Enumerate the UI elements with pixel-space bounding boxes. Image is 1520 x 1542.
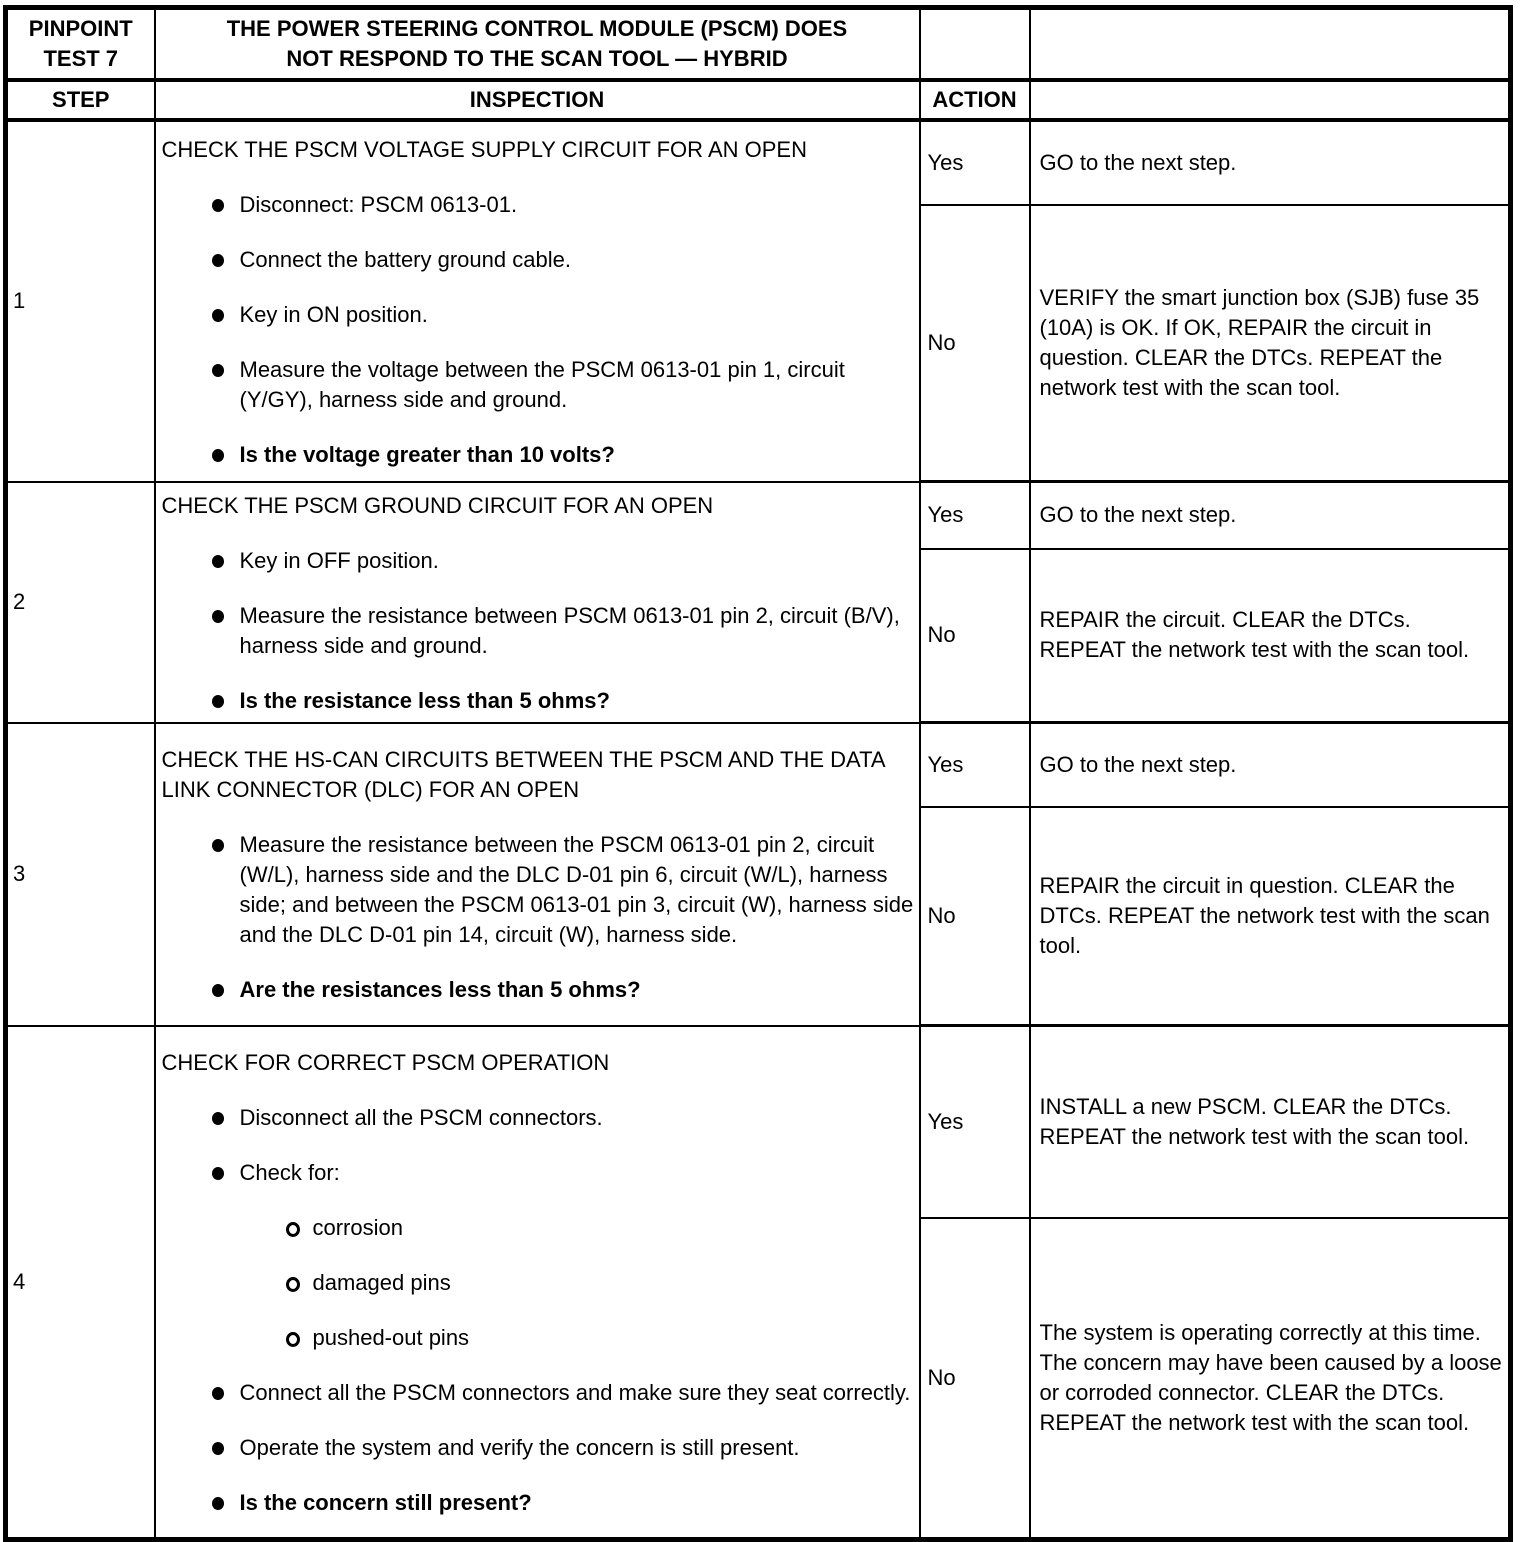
inspection-item bbox=[162, 355, 915, 415]
filled-bullet-icon bbox=[212, 1497, 224, 1510]
empty-header-cell bbox=[1030, 80, 1511, 120]
inspection-item-text: pushed-out pins bbox=[312, 1324, 470, 1350]
inspection-cell bbox=[155, 723, 920, 1026]
empty-header-cell bbox=[1030, 8, 1511, 81]
inspection-item bbox=[162, 830, 915, 950]
inspection-item bbox=[162, 601, 915, 661]
filled-bullet-icon bbox=[212, 695, 224, 708]
inspection-item bbox=[162, 1268, 915, 1298]
inspection-item bbox=[162, 1158, 915, 1188]
inspection-item-text: Connect all the PSCM connectors and make sure they seat correctly. bbox=[239, 1379, 911, 1405]
test-title-line: NOT RESPOND TO THE SCAN TOOL — HYBRID bbox=[286, 46, 788, 71]
inspection-title: CHECK THE HS-CAN CIRCUITS BETWEEN THE PSCM AND THE DATA LINK CONNECTOR (DLC) FOR AN OPEN bbox=[161, 747, 885, 802]
pinpoint-test-label: PINPOINT TEST 7 bbox=[6, 8, 155, 81]
yes-action-cell: GO to the next step. bbox=[1030, 120, 1511, 205]
inspection-item bbox=[162, 245, 915, 275]
step-number: 4 bbox=[6, 1026, 155, 1540]
inspection-cell bbox=[155, 1026, 920, 1540]
test-title-cell bbox=[155, 8, 920, 81]
filled-bullet-icon bbox=[212, 254, 224, 267]
inspection-cell bbox=[155, 482, 920, 723]
filled-bullet-icon bbox=[212, 1167, 224, 1180]
filled-bullet-icon bbox=[212, 555, 224, 568]
inspection-item-text: Check for: bbox=[239, 1159, 340, 1185]
filled-bullet-icon bbox=[212, 1112, 224, 1125]
yes-action-cell: GO to the next step. bbox=[1030, 723, 1511, 808]
inspection-item-text: Key in OFF position. bbox=[239, 547, 439, 573]
step-1-yes-row bbox=[6, 120, 1511, 205]
test-title-line: THE POWER STEERING CONTROL MODULE (PSCM) DOES bbox=[226, 16, 848, 41]
inspection-item bbox=[162, 546, 915, 576]
inspection-item bbox=[162, 1213, 915, 1243]
inspection-column-header: INSPECTION bbox=[155, 80, 920, 120]
inspection-title: CHECK THE PSCM VOLTAGE SUPPLY CIRCUIT FOR AN OPEN bbox=[161, 136, 807, 162]
filled-bullet-icon bbox=[212, 449, 224, 462]
action-column-header: ACTION bbox=[920, 80, 1030, 120]
step-number: 2 bbox=[6, 482, 155, 723]
inspection-item bbox=[162, 1433, 915, 1463]
inspection-item-text: Are the resistances less than 5 ohms? bbox=[239, 977, 641, 1002]
filled-bullet-icon bbox=[212, 1387, 224, 1400]
filled-bullet-icon bbox=[212, 610, 224, 623]
step-2-yes-row bbox=[6, 482, 1511, 549]
open-bullet-icon bbox=[286, 1332, 300, 1347]
yes-label-cell: Yes bbox=[920, 120, 1030, 205]
inspection-item bbox=[162, 975, 915, 1005]
inspection-item bbox=[162, 686, 915, 716]
no-action-cell: The system is operating correctly at this time. The concern may have been caused by a loose or corroded connector. CLEAR the DTCs. REPEAT the network test with the scan tool. bbox=[1030, 1218, 1511, 1540]
no-action-cell: REPAIR the circuit. CLEAR the DTCs. REPEAT the network test with the scan tool. bbox=[1030, 549, 1511, 723]
inspection-item-text: Is the resistance less than 5 ohms? bbox=[239, 687, 610, 713]
yes-label-cell: Yes bbox=[920, 482, 1030, 549]
inspection-item-text: Operate the system and verify the concern is still present. bbox=[239, 1434, 800, 1460]
no-label-cell: No bbox=[920, 205, 1030, 482]
inspection-title: CHECK FOR CORRECT PSCM OPERATION bbox=[161, 1049, 610, 1075]
step-4-yes-row bbox=[6, 1026, 1511, 1219]
no-label-cell: No bbox=[920, 1218, 1030, 1540]
inspection-item-text: Measure the voltage between the PSCM 0613-01 pin 1, circuit (Y/GY), harness side and ground. bbox=[239, 356, 845, 412]
open-bullet-icon bbox=[286, 1277, 300, 1292]
inspection-item-text: Is the voltage greater than 10 volts? bbox=[239, 441, 615, 467]
inspection-title: CHECK THE PSCM GROUND CIRCUIT FOR AN OPEN bbox=[161, 492, 714, 518]
inspection-item bbox=[162, 1488, 915, 1518]
step-column-header: STEP bbox=[6, 80, 155, 120]
inspection-item-text: Measure the resistance between the PSCM 0613-01 pin 2, circuit (W/L), harness side and the DLC D-01 pin 6, circuit (W/L), harness side; and between the PSCM 0613-01 pin 3, circuit (W), harness side and the DLC D-01 pin 14, circuit (W), harness side. bbox=[239, 832, 914, 947]
step-number: 3 bbox=[6, 723, 155, 1026]
inspection-item-text: Is the concern still present? bbox=[239, 1489, 532, 1515]
yes-action-cell: INSTALL a new PSCM. CLEAR the DTCs. REPEAT the network test with the scan tool. bbox=[1030, 1026, 1511, 1219]
inspection-item bbox=[162, 1323, 915, 1353]
filled-bullet-icon bbox=[212, 309, 224, 322]
inspection-item bbox=[162, 300, 915, 330]
inspection-item-text: Disconnect: PSCM 0613-01. bbox=[239, 191, 518, 217]
filled-bullet-icon bbox=[212, 1442, 224, 1455]
filled-bullet-icon bbox=[212, 984, 224, 997]
step-number: 1 bbox=[6, 120, 155, 482]
empty-header-cell bbox=[920, 8, 1030, 81]
inspection-item-text: Key in ON position. bbox=[239, 301, 428, 327]
pinpoint-test-table bbox=[3, 5, 1513, 1542]
inspection-item-text: corrosion bbox=[312, 1214, 403, 1240]
filled-bullet-icon bbox=[212, 364, 224, 377]
yes-label-cell: Yes bbox=[920, 723, 1030, 808]
inspection-item bbox=[162, 190, 915, 220]
inspection-item-text: damaged pins bbox=[312, 1269, 451, 1295]
inspection-item bbox=[162, 440, 915, 470]
open-bullet-icon bbox=[286, 1222, 300, 1237]
filled-bullet-icon bbox=[212, 199, 224, 212]
yes-action-cell: GO to the next step. bbox=[1030, 482, 1511, 549]
no-action-cell: REPAIR the circuit in question. CLEAR the DTCs. REPEAT the network test with the scan tool. bbox=[1030, 807, 1511, 1026]
inspection-item-text: Measure the resistance between PSCM 0613-01 pin 2, circuit (B/V), harness side and ground. bbox=[239, 602, 900, 658]
inspection-item bbox=[162, 1378, 915, 1408]
no-action-cell: VERIFY the smart junction box (SJB) fuse 35 (10A) is OK. If OK, REPAIR the circuit in question. CLEAR the DTCs. REPEAT the network test with the scan tool. bbox=[1030, 205, 1511, 482]
filled-bullet-icon bbox=[212, 839, 224, 852]
table-title-row bbox=[6, 8, 1511, 81]
step-3-yes-row bbox=[6, 723, 1511, 808]
inspection-item-text: Disconnect all the PSCM connectors. bbox=[239, 1104, 603, 1130]
no-label-cell: No bbox=[920, 549, 1030, 723]
inspection-item bbox=[162, 1103, 915, 1133]
yes-label-cell: Yes bbox=[920, 1026, 1030, 1219]
inspection-item-text: Connect the battery ground cable. bbox=[239, 246, 571, 272]
column-header-row bbox=[6, 80, 1511, 120]
inspection-cell bbox=[155, 120, 920, 482]
no-label-cell: No bbox=[920, 807, 1030, 1026]
service-manual-page bbox=[3, 5, 1513, 1542]
